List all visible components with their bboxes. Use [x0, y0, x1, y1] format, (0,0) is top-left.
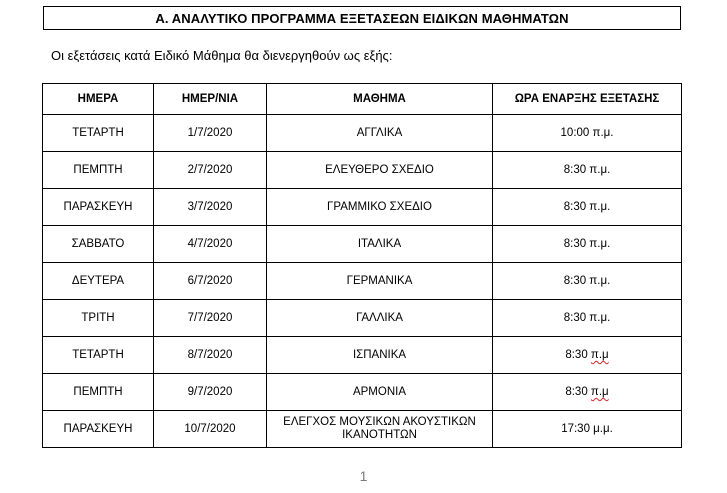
cell-subject: ΓΕΡΜΑΝΙΚΑ	[267, 263, 493, 300]
cell-time: 17:30 μ.μ.	[493, 411, 682, 448]
subject-line-1: ΕΛΕΓΧΟΣ ΜΟΥΣΙΚΩΝ ΑΚΟΥΣΤΙΚΩΝ	[283, 416, 476, 428]
document-title: Α. ΑΝΑΛΥΤΙΚΟ ΠΡΟΓΡΑΜΜΑ ΕΞΕΤΑΣΕΩΝ ΕΙΔΙΚΩΝ ΜΑΘΗΜΑΤΩΝ	[43, 6, 681, 30]
cell-date: 7/7/2020	[154, 300, 267, 337]
header-day: ΗΜΕΡΑ	[43, 84, 154, 115]
cell-time: 8:30 π.μ.	[493, 189, 682, 226]
cell-time: 8:30 π.μ.	[493, 263, 682, 300]
cell-day: ΤΕΤΑΡΤΗ	[43, 337, 154, 374]
cell-day: ΠΑΡΑΣΚΕΥΗ	[43, 411, 154, 448]
cell-day: ΠΕΜΠΤΗ	[43, 374, 154, 411]
cell-date: 1/7/2020	[154, 115, 267, 152]
cell-time: 8:30 π.μ.	[493, 152, 682, 189]
table-row	[43, 374, 682, 411]
subject-line-2: ΙΚΑΝΟΤΗΤΩΝ	[342, 429, 417, 441]
table-row	[43, 115, 682, 152]
spellcheck-marked-text: π.μ	[590, 386, 609, 398]
cell-subject: ΕΛΕΥΘΕΡΟ ΣΧΕΔΙΟ	[267, 152, 493, 189]
cell-day: ΣΑΒΒΑΤΟ	[43, 226, 154, 263]
cell-date: 3/7/2020	[154, 189, 267, 226]
intro-text: Οι εξετάσεις κατά Ειδικό Μάθημα θα διενεργηθούν ως εξής:	[51, 48, 393, 63]
cell-subject: ΙΤΑΛΙΚΑ	[267, 226, 493, 263]
cell-date: 9/7/2020	[154, 374, 267, 411]
cell-subject	[267, 411, 493, 448]
time-value: 8:30	[565, 386, 591, 398]
cell-time: 8:30 π.μ.	[493, 226, 682, 263]
table-row	[43, 152, 682, 189]
table-row	[43, 300, 682, 337]
cell-subject: ΓΡΑΜΜΙΚΟ ΣΧΕΔΙΟ	[267, 189, 493, 226]
cell-date: 4/7/2020	[154, 226, 267, 263]
cell-time: 10:00 π.μ.	[493, 115, 682, 152]
spellcheck-marked-text: π.μ	[590, 349, 609, 361]
table-row	[43, 226, 682, 263]
cell-day: ΠΕΜΠΤΗ	[43, 152, 154, 189]
cell-subject: ΙΣΠΑΝΙΚΑ	[267, 337, 493, 374]
header-date: ΗΜΕΡ/ΝΙΑ	[154, 84, 267, 115]
header-subject: ΜΑΘΗΜΑ	[267, 84, 493, 115]
page-number: 1	[359, 468, 368, 484]
cell-time	[493, 374, 682, 411]
cell-day: ΠΑΡΑΣΚΕΥΗ	[43, 189, 154, 226]
table-header-row	[43, 84, 682, 115]
cell-date: 10/7/2020	[154, 411, 267, 448]
cell-date: 8/7/2020	[154, 337, 267, 374]
cell-day: ΤΡΙΤΗ	[43, 300, 154, 337]
exam-schedule-table	[42, 83, 682, 448]
time-value: 8:30	[565, 349, 591, 361]
cell-date: 2/7/2020	[154, 152, 267, 189]
cell-subject: ΑΓΓΛΙΚΑ	[267, 115, 493, 152]
table-row	[43, 189, 682, 226]
cell-date: 6/7/2020	[154, 263, 267, 300]
table-row	[43, 337, 682, 374]
cell-day: ΤΕΤΑΡΤΗ	[43, 115, 154, 152]
table-row	[43, 263, 682, 300]
cell-time: 8:30 π.μ.	[493, 300, 682, 337]
cell-time	[493, 337, 682, 374]
header-start-time: ΩΡΑ ΕΝΑΡΞΗΣ ΕΞΕΤΑΣΗΣ	[493, 84, 682, 115]
cell-day: ΔΕΥΤΕΡΑ	[43, 263, 154, 300]
cell-subject: ΑΡΜΟΝΙΑ	[267, 374, 493, 411]
table-row	[43, 411, 682, 448]
cell-subject: ΓΑΛΛΙΚΑ	[267, 300, 493, 337]
